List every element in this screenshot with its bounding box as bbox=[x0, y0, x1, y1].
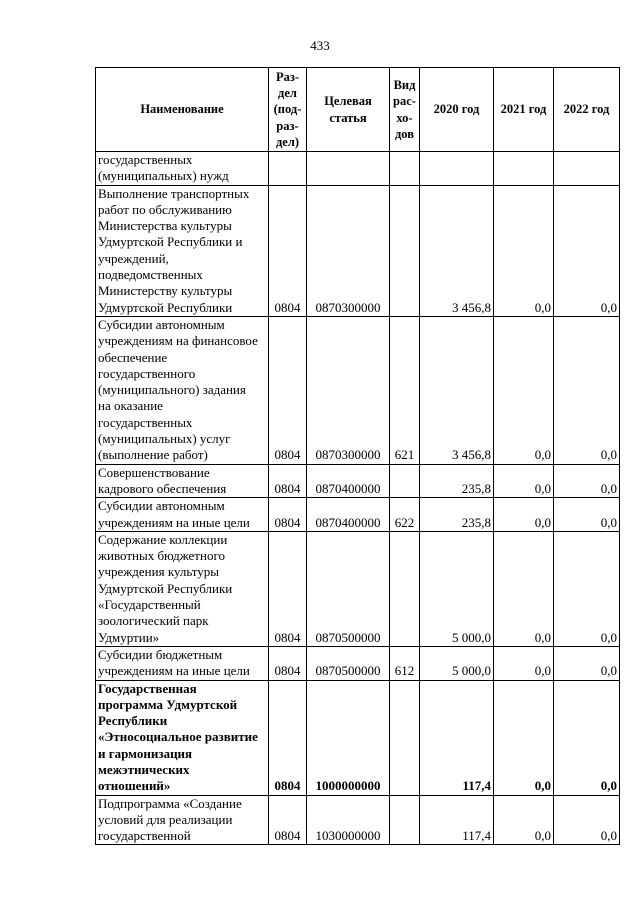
header-expense-line: Вид bbox=[393, 77, 416, 92]
row-name bbox=[96, 185, 269, 316]
row-name-line: учреждения культуры bbox=[98, 564, 220, 580]
table-row bbox=[96, 531, 620, 646]
page-number: 433 bbox=[310, 38, 330, 53]
row-name-line: государственных bbox=[98, 152, 193, 167]
row-target: 1030000000 bbox=[307, 795, 390, 845]
row-2022: 0,0 bbox=[554, 316, 620, 464]
row-name-line: государственной bbox=[98, 828, 191, 844]
row-2022: 0,0 bbox=[554, 498, 620, 532]
table-row bbox=[96, 795, 620, 845]
table-row bbox=[96, 464, 620, 498]
row-name bbox=[96, 316, 269, 464]
row-name-line: и гармонизация bbox=[98, 745, 193, 761]
table-row bbox=[96, 185, 620, 316]
row-2021: 0,0 bbox=[494, 464, 554, 498]
row-expense bbox=[390, 464, 420, 498]
header-section-line: раз- bbox=[276, 118, 299, 133]
row-2022: 0,0 bbox=[554, 795, 620, 845]
row-expense bbox=[390, 152, 420, 186]
row-name-line: учреждений, bbox=[98, 250, 169, 266]
row-name-line: (муниципальных) услуг bbox=[98, 431, 231, 447]
row-2020: 3 456,8 bbox=[420, 185, 494, 316]
row-target: 1000000000 bbox=[307, 680, 390, 795]
row-2020: 117,4 bbox=[420, 680, 494, 795]
row-name-line: Государственная bbox=[98, 680, 197, 696]
row-target bbox=[307, 152, 390, 186]
row-name-line: (выполнение работ) bbox=[98, 447, 208, 463]
row-name-line: Субсидии бюджетным bbox=[98, 646, 223, 662]
row-section bbox=[269, 152, 307, 186]
row-2021 bbox=[494, 152, 554, 186]
header-expense bbox=[390, 68, 420, 152]
row-name-line: учреждениям на иные цели bbox=[98, 663, 250, 679]
row-name-line: Содержание коллекции bbox=[98, 531, 228, 547]
row-2022: 0,0 bbox=[554, 464, 620, 498]
row-name bbox=[96, 680, 269, 795]
row-name-line: Удмуртии» bbox=[98, 629, 160, 645]
row-name bbox=[96, 152, 269, 186]
row-name-line: кадрового обеспечения bbox=[98, 480, 227, 496]
header-expense-line: дов bbox=[394, 126, 414, 141]
row-expense bbox=[390, 795, 420, 845]
row-name-line: программа Удмуртской bbox=[98, 696, 238, 712]
row-name bbox=[96, 464, 269, 498]
budget-table bbox=[95, 67, 620, 845]
table-row bbox=[96, 498, 620, 532]
row-target: 0870300000 bbox=[307, 316, 390, 464]
row-name-line: Совершенствование bbox=[98, 464, 210, 480]
row-2021: 0,0 bbox=[494, 316, 554, 464]
row-name-line: работ по обслуживанию bbox=[98, 201, 232, 217]
row-name bbox=[96, 531, 269, 646]
row-section: 0804 bbox=[269, 464, 307, 498]
row-2021: 0,0 bbox=[494, 531, 554, 646]
row-name bbox=[96, 498, 269, 532]
row-name-line: государственного bbox=[98, 365, 196, 381]
row-name-line: межэтнических bbox=[98, 761, 190, 777]
row-name-line: Удмуртской Республики bbox=[98, 580, 233, 596]
row-2021: 0,0 bbox=[494, 795, 554, 845]
row-2020: 3 456,8 bbox=[420, 316, 494, 464]
table-row bbox=[96, 680, 620, 795]
row-name-line: Республики bbox=[98, 713, 168, 729]
row-2020: 5 000,0 bbox=[420, 646, 494, 680]
row-2020: 5 000,0 bbox=[420, 531, 494, 646]
row-name-line: обеспечение bbox=[98, 349, 168, 365]
header-section-line: дел bbox=[278, 86, 297, 101]
row-name-line: Министерству культуры bbox=[98, 283, 233, 299]
row-target: 0870500000 bbox=[307, 646, 390, 680]
header-section-line: (под- bbox=[273, 102, 302, 117]
row-section: 0804 bbox=[269, 498, 307, 532]
header-target-line: статья bbox=[329, 110, 367, 125]
row-name-line: Выполнение транспортных bbox=[98, 185, 250, 201]
table-body bbox=[96, 152, 620, 845]
row-section: 0804 bbox=[269, 185, 307, 316]
row-name-line: Подпрограмма «Создание bbox=[98, 795, 242, 811]
row-2020 bbox=[420, 152, 494, 186]
row-name-line: (муниципальных) нужд bbox=[98, 168, 229, 184]
table-row bbox=[96, 316, 620, 464]
row-section: 0804 bbox=[269, 795, 307, 845]
row-2022: 0,0 bbox=[554, 531, 620, 646]
row-name-line: Удмуртской Республики и bbox=[98, 234, 243, 250]
row-target: 0870400000 bbox=[307, 498, 390, 532]
row-name bbox=[96, 795, 269, 845]
row-name bbox=[96, 646, 269, 680]
row-name-line: Субсидии автономным bbox=[98, 316, 225, 332]
row-name-line: животных бюджетного bbox=[98, 548, 225, 564]
header-row bbox=[96, 68, 620, 152]
header-section-line: дел) bbox=[275, 134, 300, 149]
row-name-line: «Государственный bbox=[98, 597, 201, 613]
header-target bbox=[307, 68, 390, 152]
header-expense-line: хо- bbox=[396, 110, 413, 125]
table-row bbox=[96, 152, 620, 186]
row-2020: 117,4 bbox=[420, 795, 494, 845]
row-name-line: учреждениям на финансовое bbox=[98, 333, 258, 349]
row-name-line: условий для реализации bbox=[98, 811, 233, 827]
row-expense bbox=[390, 185, 420, 316]
row-expense: 621 bbox=[390, 316, 420, 464]
row-2022: 0,0 bbox=[554, 646, 620, 680]
row-target: 0870300000 bbox=[307, 185, 390, 316]
header-section bbox=[269, 68, 307, 152]
row-2022: 0,0 bbox=[554, 185, 620, 316]
row-name-line: Министерства культуры bbox=[98, 218, 232, 234]
header-target-line: Целевая bbox=[324, 94, 372, 109]
row-name-line: на оказание bbox=[98, 398, 163, 414]
row-target: 0870500000 bbox=[307, 531, 390, 646]
row-2021: 0,0 bbox=[494, 680, 554, 795]
row-name-line: «Этносоциальное развитие bbox=[98, 729, 258, 745]
header-2021: 2021 год bbox=[494, 68, 554, 152]
row-2021: 0,0 bbox=[494, 646, 554, 680]
row-expense: 622 bbox=[390, 498, 420, 532]
row-name-line: (муниципального) задания bbox=[98, 382, 246, 398]
header-2020: 2020 год bbox=[420, 68, 494, 152]
row-name-line: зоологический парк bbox=[98, 613, 209, 629]
row-target: 0870400000 bbox=[307, 464, 390, 498]
row-section: 0804 bbox=[269, 316, 307, 464]
row-name-line: Субсидии автономным bbox=[98, 498, 225, 514]
row-name-line: отношений» bbox=[98, 778, 171, 794]
row-expense bbox=[390, 531, 420, 646]
row-expense: 612 bbox=[390, 646, 420, 680]
row-2022 bbox=[554, 152, 620, 186]
row-section: 0804 bbox=[269, 531, 307, 646]
header-expense-line: рас- bbox=[393, 94, 416, 109]
header-section-line: Раз- bbox=[275, 69, 300, 84]
row-2020: 235,8 bbox=[420, 498, 494, 532]
row-name-line: Удмуртской Республики bbox=[98, 299, 233, 315]
row-2020: 235,8 bbox=[420, 464, 494, 498]
header-name: Наименование bbox=[96, 68, 269, 152]
row-2021: 0,0 bbox=[494, 185, 554, 316]
table-row bbox=[96, 646, 620, 680]
row-name-line: государственных bbox=[98, 414, 193, 430]
row-name-line: подведомственных bbox=[98, 267, 203, 283]
row-section: 0804 bbox=[269, 646, 307, 680]
row-section: 0804 bbox=[269, 680, 307, 795]
row-2021: 0,0 bbox=[494, 498, 554, 532]
row-name-line: учреждениям на иные цели bbox=[98, 514, 250, 530]
row-2022: 0,0 bbox=[554, 680, 620, 795]
header-2022: 2022 год bbox=[554, 68, 620, 152]
row-expense bbox=[390, 680, 420, 795]
